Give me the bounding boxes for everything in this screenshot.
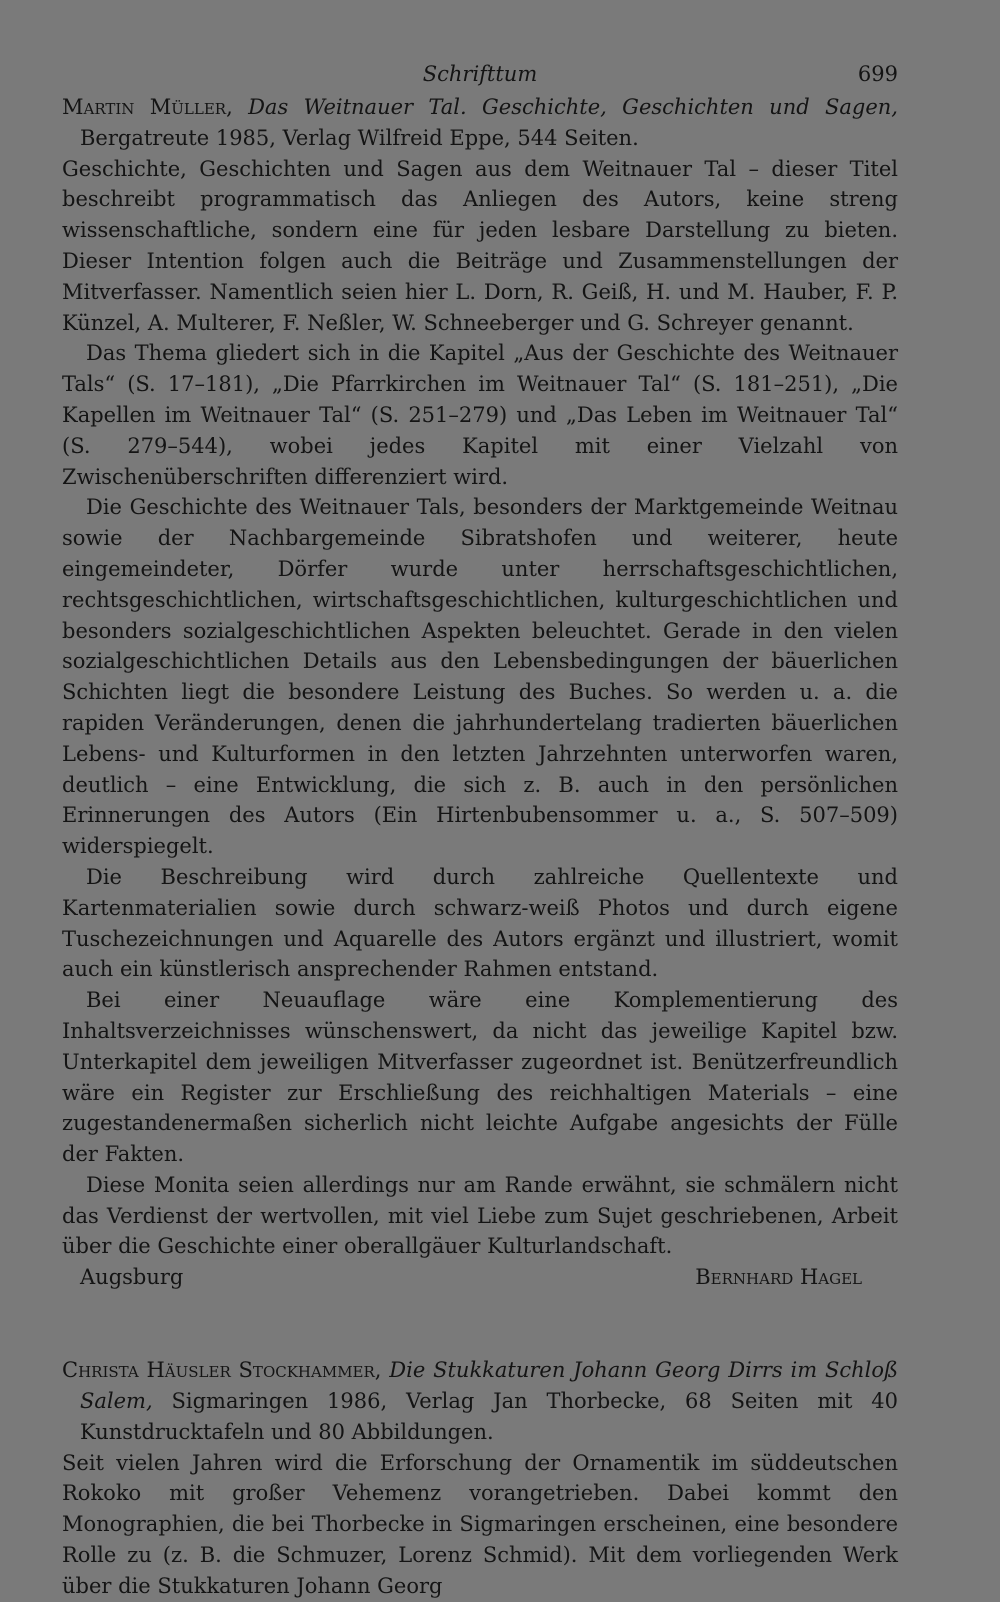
review-2 (62, 1355, 898, 1601)
review-signoff (62, 1262, 898, 1293)
citation-details: Bergatreute 1985, Verlag Wilfreid Eppe, 544 Seiten. (80, 125, 639, 150)
reviewer-name: Bernhard Hagel (695, 1265, 862, 1290)
review-1 (62, 92, 898, 1293)
citation-title: Das Weitnauer Tal. Geschichte, Geschichten und Sagen, (248, 95, 898, 119)
review-paragraph: Geschichte, Geschichten und Sagen aus dem Weitnauer Tal – dieser Titel beschreibt programmatisch das Anliegen des Autors, keine streng wissenschaftliche, sondern eine für jeden lesbare Darstellung zu bieten. Dieser Intention folgen auch die Beiträge und Zusammenstellungen der Mitverfasser. Namentlich seien hier L. Dorn, R. Geiß, H. und M. Hauber, F. P. Künzel, A. Multerer, F. Neßler, W. Schneeberger und G. Schreyer genannt. (62, 156, 898, 335)
running-head: Schrifttum (422, 62, 538, 86)
review-paragraph: Seit vielen Jahren wird die Erforschung der Ornamentik im süddeutschen Rokoko mit großer Vehemenz vorangetrieben. Dabei kommt den Monographien, die bei Thorbecke in Sigmaringen erscheinen, eine besondere Rolle zu (z. B. die Schmuzer, Lorenz Schmid). Mit dem vorliegenden Werk über die Stukkaturen Johann Georg (62, 1450, 898, 1598)
page-number: 699 (857, 62, 898, 86)
review-paragraph: Diese Monita seien allerdings nur am Rande erwähnt, sie schmälern nicht das Verdienst der wertvollen, mit viel Liebe zum Sujet geschriebenen, Arbeit über die Geschichte einer oberallgäuer Kulturlandschaft. (62, 1172, 898, 1259)
review-paragraph: Das Thema gliedert sich in die Kapitel „Aus der Geschichte des Weitnauer Tals“ (S. 17–181), „Die Pfarrkirchen im Weitnauer Tal“ (S. 181–251), „Die Kapellen im Weitnauer Tal“ (S. 251–279) und „Das Leben im Weitnauer Tal“ (S. 279–544), wobei jedes Kapitel mit einer Vielzahl von Zwischenüberschriften differenziert wird. (62, 341, 898, 489)
review-paragraph: Bei einer Neuauflage wäre eine Komplementierung des Inhaltsverzeichnisses wünschenswert, da nicht das jeweilige Kapitel bzw. Unterkapitel dem jeweiligen Mitverfasser zugeordnet ist. Benützerfreundlich wäre ein Register zur Erschließung des reichhaltigen Materials – eine zugestandenermaßen sicherlich nicht leichte Aufgabe angesichts der Fülle der Fakten. (62, 988, 898, 1167)
document-page (62, 62, 898, 1602)
citation-author: Christa Häusler Stockhammer, (62, 1358, 382, 1383)
citation-title: Die Stukkaturen Johann Georg Dirrs im Schloß Salem, (80, 1358, 898, 1414)
review-paragraph: Die Geschichte des Weitnauer Tals, besonders der Marktgemeinde Weitnau sowie der Nachbargemeinde Sibratshofen und weiterer, heute eingemeindeter, Dörfer wurde unter herrschaftsgeschichtlichen, rechtsgeschichtlichen, wirtschaftsgeschichtlichen, kulturgeschichtlichen und besonders sozialgeschichtlichen Aspekten beleuchtet. Gerade in den vielen sozialgeschichtlichen Details aus den Lebensbedingungen der bäuerlichen Schichten liegt die besondere Leistung des Buches. So werden u. a. die rapiden Veränderungen, denen die jahrhundertelang tradierten bäuerlichen Lebens- und Kulturformen in den letzten Jahrzehnten unterworfen waren, deutlich – eine Entwicklung, die sich z. B. auch in den persönlichen Erinnerungen des Autors (Ein Hirtenbubensommer u. a., S. 507–509) widerspiegelt. (62, 495, 898, 859)
review-place: Augsburg (80, 1265, 184, 1290)
citation (62, 92, 898, 154)
citation (62, 1355, 898, 1447)
citation-details: Sigmaringen 1986, Verlag Jan Thorbecke, 68 Seiten mit 40 Kunstdrucktafeln und 80 Abbildungen. (80, 1389, 898, 1444)
citation-author: Martin Müller, (62, 95, 233, 119)
review-paragraph: Die Beschreibung wird durch zahlreiche Quellentexte und Kartenmaterialien sowie durch schwarz-weiß Photos und durch eigene Tuschezeichnungen und Aquarelle des Autors ergänzt und illustriert, womit auch ein künstlerisch ansprechender Rahmen entstand. (62, 864, 898, 982)
page-header (62, 62, 898, 92)
